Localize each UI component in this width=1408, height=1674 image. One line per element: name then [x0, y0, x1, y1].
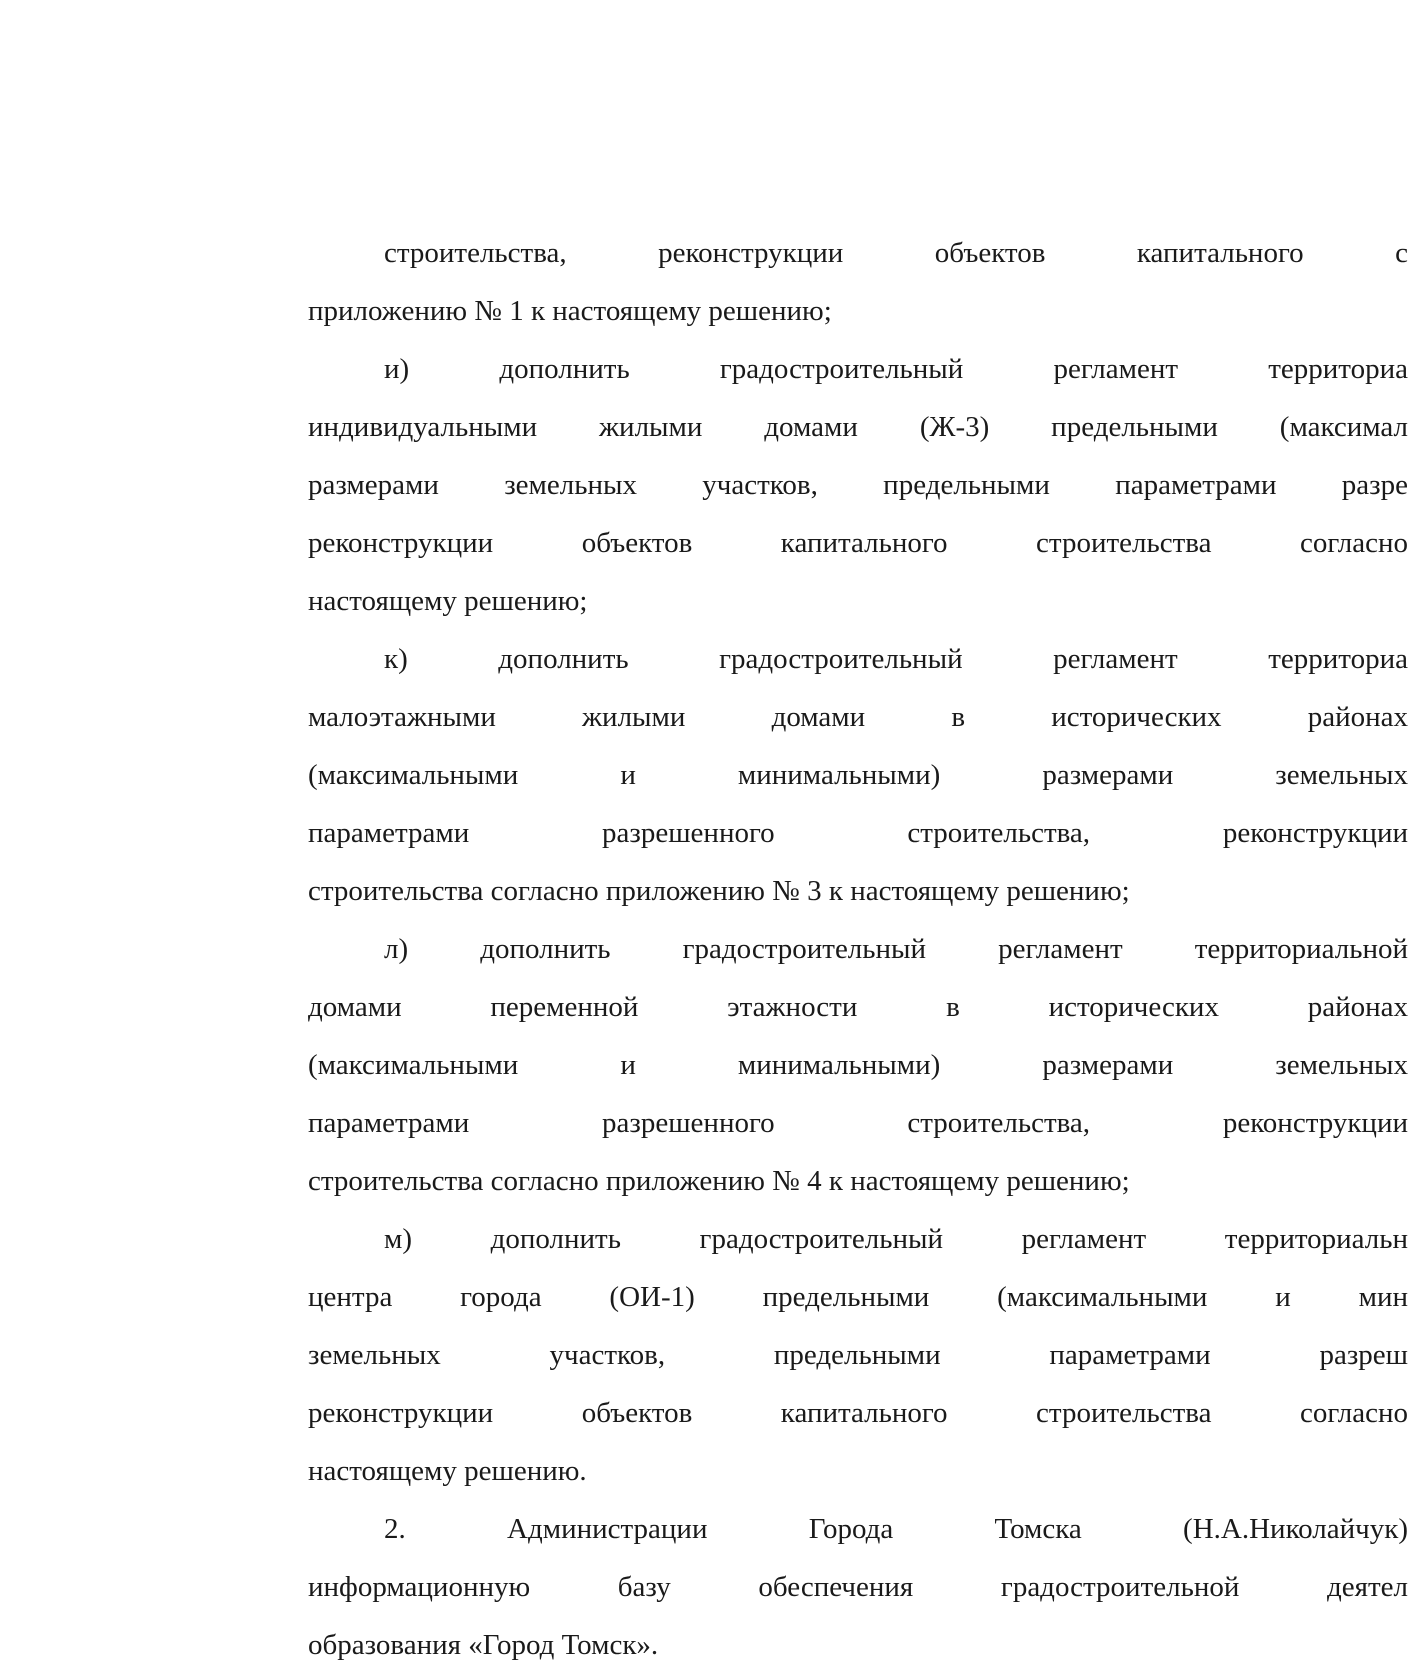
text-line: центра города (ОИ-1) предельными (максимальными и мин: [308, 1281, 1408, 1313]
text-line: образования «Город Томск».: [308, 1629, 659, 1661]
text-line: реконструкции объектов капитального строительства согласно: [308, 1397, 1408, 1429]
text-line: строительства согласно приложению № 4 к настоящему решению;: [308, 1165, 1130, 1197]
document-body: [308, 224, 1408, 1674]
text-line: настоящему решению.: [308, 1455, 587, 1487]
text-line: размерами земельных участков, предельными параметрами разре: [308, 469, 1408, 501]
text-line: м) дополнить градостроительный регламент территориальн: [384, 1223, 1408, 1255]
text-line: л) дополнить градостроительный регламент территориальной: [384, 933, 1408, 965]
text-line: параметрами разрешенного строительства, реконструкции: [308, 1107, 1408, 1139]
text-line: малоэтажными жилыми домами в исторических районах: [308, 701, 1408, 733]
text-line: и) дополнить градостроительный регламент территориа: [384, 353, 1408, 385]
text-line: приложению № 1 к настоящему решению;: [308, 295, 832, 327]
text-line: земельных участков, предельными параметрами разреш: [308, 1339, 1408, 1371]
text-line: домами переменной этажности в исторических районах: [308, 991, 1408, 1023]
text-line: (максимальными и минимальными) размерами земельных: [308, 1049, 1408, 1081]
text-line: строительства согласно приложению № 3 к настоящему решению;: [308, 875, 1130, 907]
text-line: информационную базу обеспечения градостроительной деятел: [308, 1571, 1408, 1603]
text-line: настоящему решению;: [308, 585, 588, 617]
text-line: реконструкции объектов капитального строительства согласно: [308, 527, 1408, 559]
text-line: (максимальными и минимальными) размерами земельных: [308, 759, 1408, 791]
text-line: параметрами разрешенного строительства, реконструкции: [308, 817, 1408, 849]
text-line: индивидуальными жилыми домами (Ж-3) предельными (максимал: [308, 411, 1408, 443]
text-line: 2. Администрации Города Томска (Н.А.Николайчук): [384, 1513, 1408, 1545]
text-line: строительства, реконструкции объектов капитального с: [384, 237, 1408, 269]
text-line: к) дополнить градостроительный регламент территориа: [384, 643, 1408, 675]
